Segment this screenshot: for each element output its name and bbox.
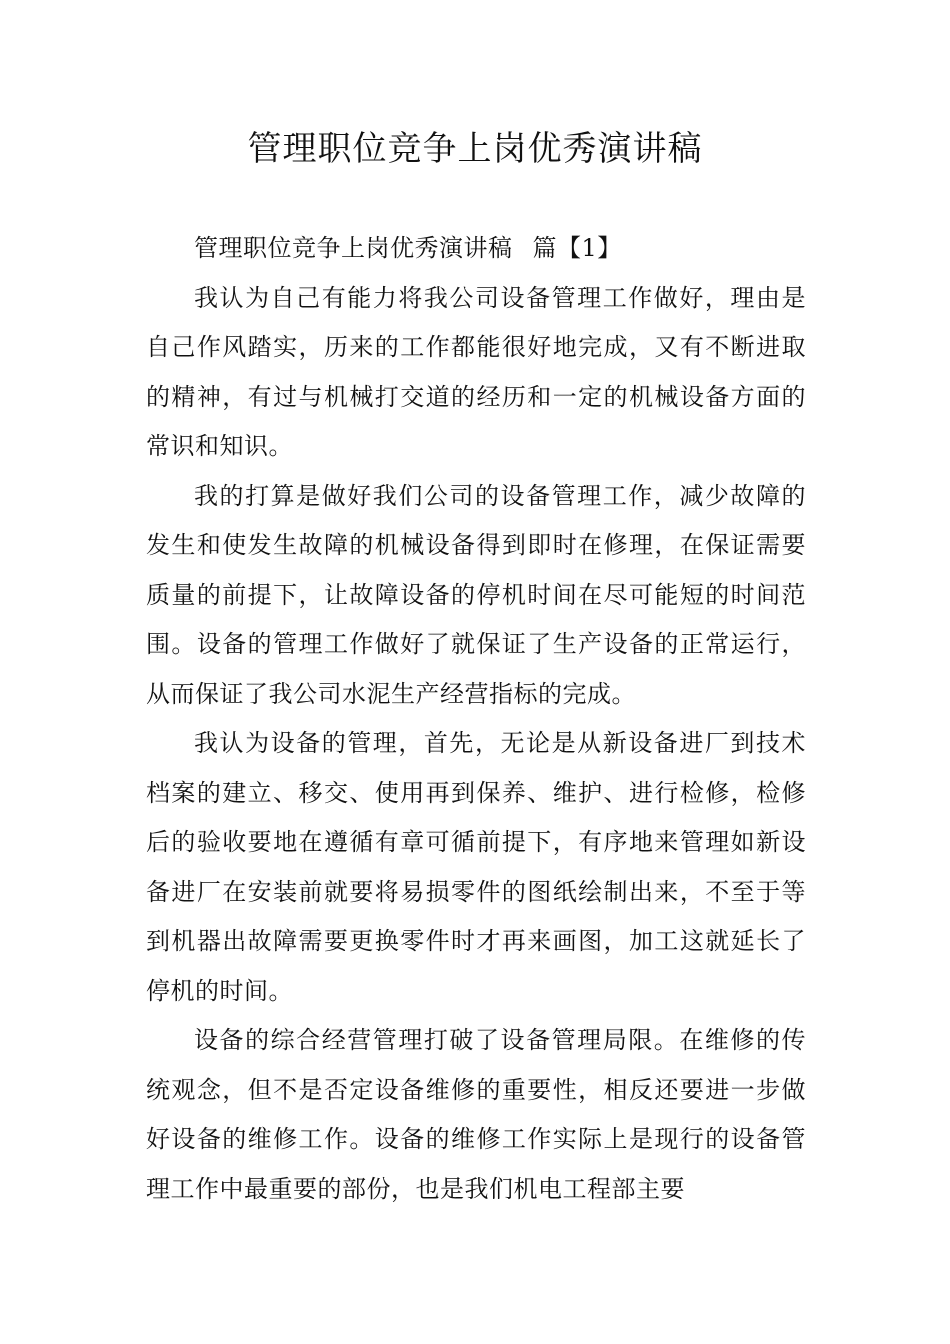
section-heading (146, 224, 806, 274)
paragraph-2: 我的打算是做好我们公司的设备管理工作，减少故障的发生和使发生故障的机械设备得到即时在修理，在保证需要质量的前提下，让故障设备的停机时间在尽可能短的时间范围。设备的管理工作做好了就保证了生产设备的正常运行，从而保证了我公司水泥生产经营指标的完成。 (146, 481, 806, 708)
paragraph-4: 设备的综合经营管理打破了设备管理局限。在维修的传统观念，但不是否定设备维修的重要性，相反还要进一步做好设备的维修工作。设备的维修工作实际上是现行的设备管理工作中最重要的部份，也是我们机电工程部主要 (146, 1026, 806, 1203)
document-body (146, 224, 806, 1214)
section-number: 篇【1】 (532, 234, 622, 262)
paragraph-1: 我认为自己有能力将我公司设备管理工作做好，理由是自己作风踏实，历来的工作都能很好地完成，又有不断进取的精神，有过与机械打交道的经历和一定的机械设备方面的常识和知识。 (146, 283, 806, 460)
paragraph-3: 我认为设备的管理，首先，无论是从新设备进厂到技术档案的建立、移交、使用再到保养、维护、进行检修，检修后的验收要地在遵循有章可循前提下，有序地来管理如新设备进厂在安装前就要将易损零件的图纸绘制出来，不至于等到机器出故障需要更换零件时才再来画图，加工这就延长了停机的时间。 (146, 729, 806, 1005)
document-title: 管理职位竞争上岗优秀演讲稿 (247, 129, 703, 169)
section-heading-text: 管理职位竞争上岗优秀演讲稿 (194, 234, 513, 262)
